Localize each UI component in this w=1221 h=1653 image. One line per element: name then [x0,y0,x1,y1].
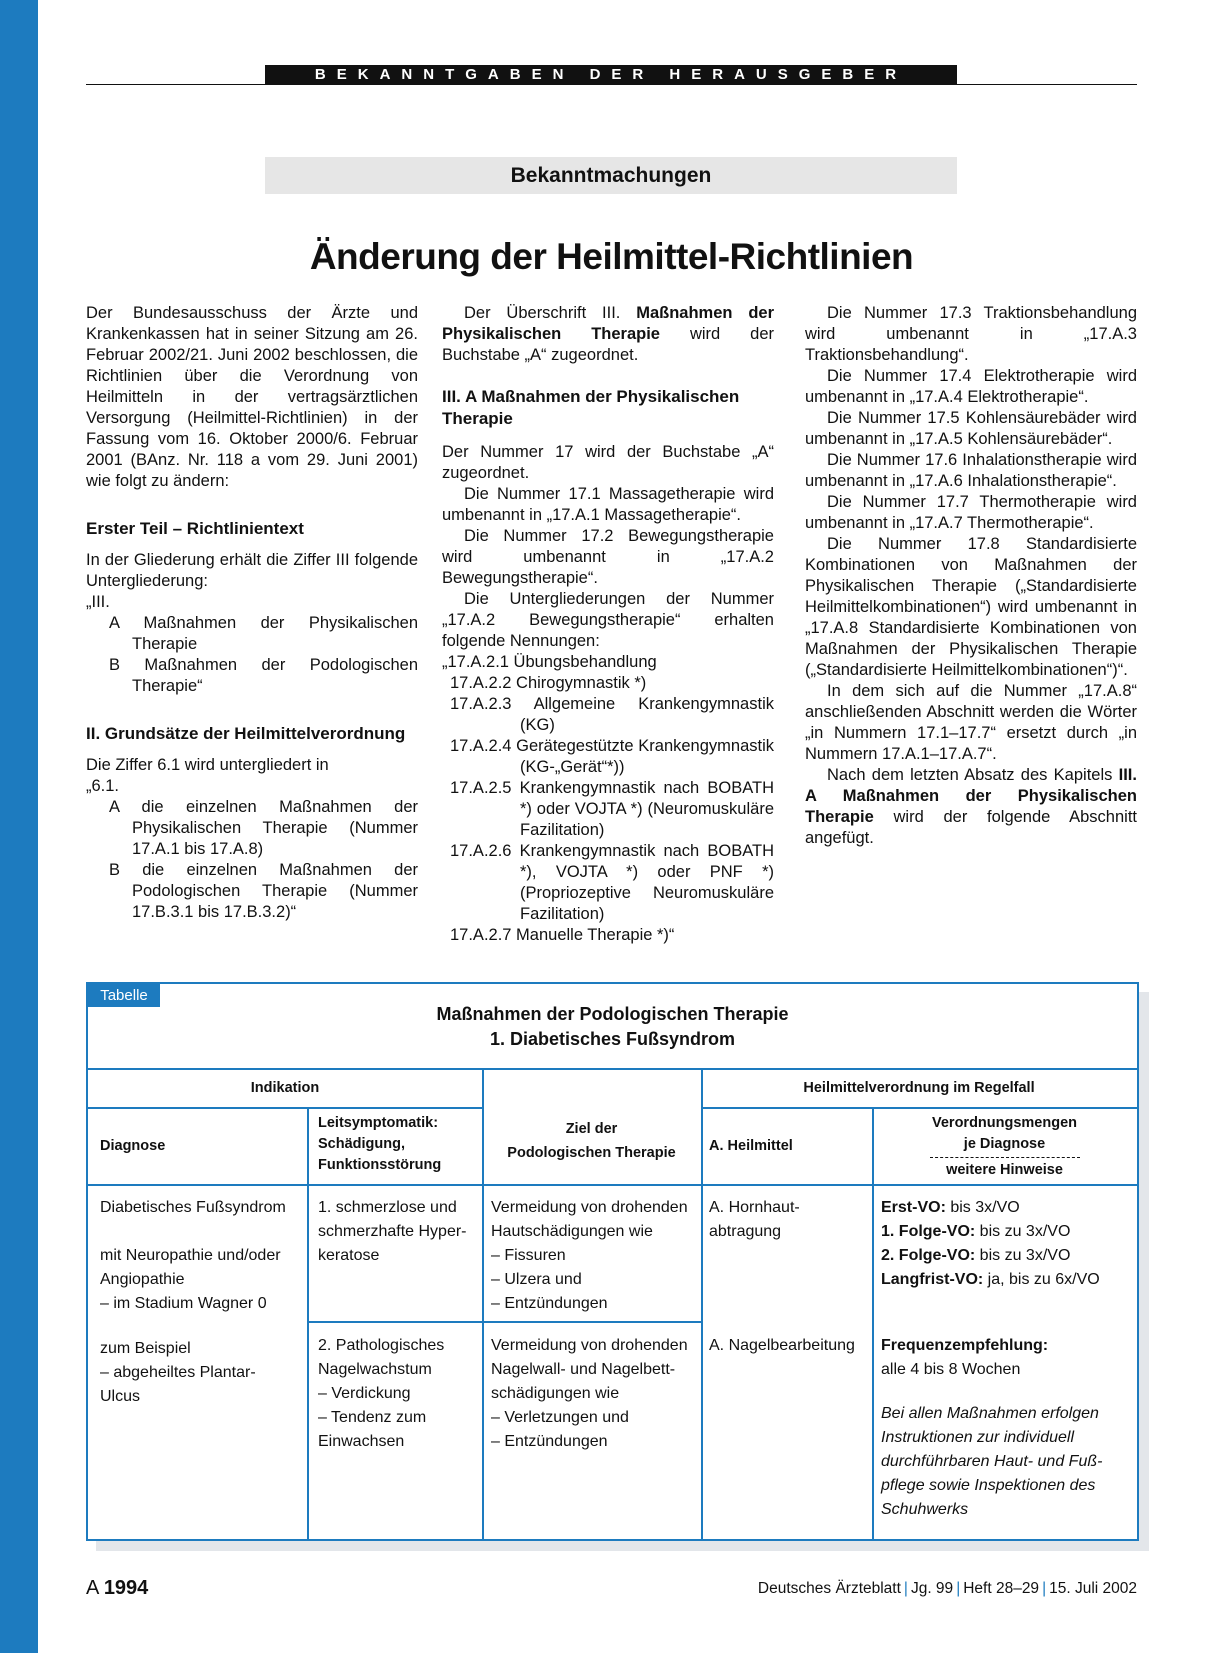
paragraph: Die Nummer 17.2 Bewegungstherapie wird umbenannt in „17.A.2 Bewegungstherapie“. [442,527,774,587]
journal-issue: Heft 28–29 [963,1580,1040,1597]
header-band: BEKANNTGABEN DER HERAUSGEBER [265,65,957,85]
table-rule [307,1321,701,1323]
cell-leitsymptom-1: 1. schmerzlose und schmerzhafte Hyper- keratose [318,1199,467,1264]
header-ziel: Ziel der Podologischen Therapie [507,1121,676,1161]
page-number: A 1994 [86,1577,149,1599]
table-rule [88,1107,482,1109]
article-title: Änderung der Heilmittel-Richtlinien [309,236,914,277]
list-item: 17.A.2.4 Gerätegestützte Krankengymnastik (KG-„Gerät“*)) [450,737,774,776]
paragraph: Die Nummer 17.7 Thermotherapie wird umbenannt in „17.A.7 Thermotherapie“. [805,493,1137,532]
header-heilmittel: A. Heilmittel [709,1138,793,1154]
heading-massnahmen-physikalisch: III. A Maßnahmen der Physikalischen Therapie [442,387,740,428]
paragraph: Die Nummer 17.5 Kohlensäurebäder wird umbenannt in „17.A.5 Kohlensäurebäder“. [805,409,1137,448]
list-item: 17.A.2.7 Manuelle Therapie *)“ [450,926,675,944]
list-item: 17.A.2.6 Krankengymnastik nach BOBATH *), VOJTA *) oder PNF *) (Propriozeptive Neuromuskuläre Fazilitation) [450,842,774,923]
paragraph-last: Nach dem letzten Absatz des Kapitels III. A Maßnahmen der Physikalischen Therapie wird der folgende Abschnitt angefügt. [805,766,1137,847]
text-column-1 [86,303,418,923]
paragraph-ziffer: Die Ziffer 6.1 wird untergliedert in [86,756,329,774]
header-rule [86,84,1137,85]
paragraph: Die Untergliederungen der Nummer „17.A.2 Bewegungstherapie“ erhalten folgende Nennungen: [442,590,774,650]
paragraph: Die Nummer 17.8 Standardisierte Kombinationen von Maßnahmen der Physikalischen Therapie („Standardisierte Heilmittelkombinationen“) wird umbenannt in „17.A.8 Standardisierte Kombinationen von Maßnahmen der Physikalischen Therapie („Standardisierte Heilmittelkombinationen“)“. [805,535,1137,679]
cell-diagnose: Diabetisches Fußsyndrom mit Neuropathie und/oder Angiopathie – im Stadium Wagner 0 zum Beispiel – abgeheiltes Plantar- Ulcus [100,1199,286,1405]
table-panel [86,982,1139,1541]
paragraph: Die Nummer 17.4 Elektrotherapie wird umbenannt in „17.A.4 Elektrotherapie“. [805,367,1137,406]
cell-ziel-1: Vermeidung von drohenden Hautschädigungen wie – Fissuren – Ulzera und – Entzündungen [491,1199,688,1312]
journal-volume: Jg. 99 [910,1580,954,1597]
paragraph-ueberschrift: Der Überschrift III. Maßnahmen der Physikalischen Therapie wird der Buchstabe „A“ zugeordnet. [442,304,774,364]
cell-ziel-2: Vermeidung von drohenden Nagelwall- und Nagelbett- schädigungen wie – Verletzungen und – Entzündungen [491,1337,688,1450]
list-item: A Maßnahmen der Physikalischen Therapie [109,614,418,653]
table-rule [88,1184,1137,1186]
section-label: Bekanntmachungen [265,157,957,194]
list-item: 17.A.2.3 Allgemeine Krankengymnastik (KG) [450,695,774,734]
table-tag: Tabelle [88,984,160,1007]
list-item: B die einzelnen Maßnahmen der Podologischen Therapie (Nummer 17.B.3.1 bis 17.B.3.2)“ [109,861,418,921]
list-item: 17.A.2.2 Chirogymnastik *) [450,674,647,692]
quote-open: „6.1. [86,777,120,795]
list-item: B Maßnahmen der Podologischen Therapie“ [109,656,418,695]
table-rule [701,1068,703,1539]
journal-date: 15. Juli 2002 [1049,1580,1137,1597]
paragraph: Die Nummer 17.3 Traktionsbehandlung wird umbenannt in „17.A.3 Traktionsbehandlung“. [805,304,1137,364]
table-rule [307,1107,309,1539]
cell-heilmittel-1: A. Hornhaut- abtragung [709,1199,800,1240]
heading-erster-teil: Erster Teil – Richtlinientext [86,519,304,538]
paragraph: Der Nummer 17 wird der Buchstabe „A“ zugeordnet. [442,443,774,482]
cell-heilmittel-2: A. Nagelbearbeitung [709,1337,855,1354]
header-leitsymptomatik: Leitsymptomatik: Schädigung, Funktionsstörung [318,1115,442,1173]
list-item: A die einzelnen Maßnahmen der Physikalischen Therapie (Nummer 17.A.1 bis 17.A.8) [109,798,418,858]
cell-hinweise: Frequenzempfehlung: alle 4 bis 8 Wochen Bei allen Maßnahmen erfolgen Instruktionen zur individuell durchführbaren Haut- und Fuß- pflege sowie Inspektionen des Schuhwerks [881,1337,1103,1518]
paragraph: In dem sich auf die Nummer „17.A.8“ anschließenden Abschnitt werden die Wörter „in Nummern 17.1–17.7“ ersetzt durch „in Nummern 17.A.1–17.A.7“. [805,682,1137,763]
table-title [88,1002,1137,1052]
header-verordnungsmengen: Verordnungsmengen je Diagnose weitere Hinweise [872,1113,1137,1181]
cell-verordnungsmengen: Erst-VO: bis 3x/VO 1. Folge-VO: bis zu 3x/VO 2. Folge-VO: bis zu 3x/VO Langfrist-VO: ja, bis zu 6x/VO [881,1199,1100,1288]
list-item: 17.A.2.5 Krankengymnastik nach BOBATH *) oder VOJTA *) (Neuromuskuläre Fazilitation) [450,779,774,839]
table-rule [701,1107,1137,1109]
quote-open: „III. [86,593,110,611]
text-column-2 [442,303,774,946]
paragraph: Die Nummer 17.1 Massagetherapie wird umbenannt in „17.A.1 Massagetherapie“. [442,485,774,524]
paragraph-gliederung: In der Gliederung erhält die Ziffer III folgende Untergliederung: [86,551,418,590]
heading-grundsaetze: II. Grundsätze der Heilmittelverordnung [86,724,406,743]
paragraph: Die Nummer 17.6 Inhalationstherapie wird umbenannt in „17.A.6 Inhalationstherapie“. [805,451,1137,490]
page-edge-color-bar [0,0,38,1653]
cell-leitsymptom-2: 2. Pathologisches Nagelwachstum – Verdickung – Tendenz zum Einwachsen [318,1337,445,1450]
table-box [86,982,1139,1541]
footer-citation: Deutsches Ärzteblatt | Jg. 99 | Heft 28–29 | 15. Juli 2002 [757,1580,1137,1597]
table-title-line-2: 1. Diabetisches Fußsyndrom [489,1029,736,1049]
table-rule [88,1068,1137,1070]
header-regelfall: Heilmittelverordnung im Regelfall [803,1080,1035,1096]
header-diagnose: Diagnose [100,1138,166,1154]
journal-name: Deutsches Ärzteblatt [757,1580,901,1597]
text-column-3 [805,303,1137,849]
intro-paragraph: Der Bundesausschuss der Ärzte und Krankenkassen hat in seiner Sitzung am 26. Februar 2002/21. Juni 2002 beschlossen, die Richtlinien über die Verordnung von Heilmitteln in der vertragsärztlichen Versorgung (Heilmittel-Richtlinien) in der Fassung vom 16. Oktober 2000/6. Februar 2001 (BAnz. Nr. 118 a vom 29. Juni 2001) wie folgt zu ändern: [86,304,418,490]
list-item: „17.A.2.1 Übungsbehandlung [442,653,657,671]
table-title-line-1: Maßnahmen der Podologischen Therapie [436,1004,789,1024]
header-indikation: Indikation [250,1080,320,1096]
